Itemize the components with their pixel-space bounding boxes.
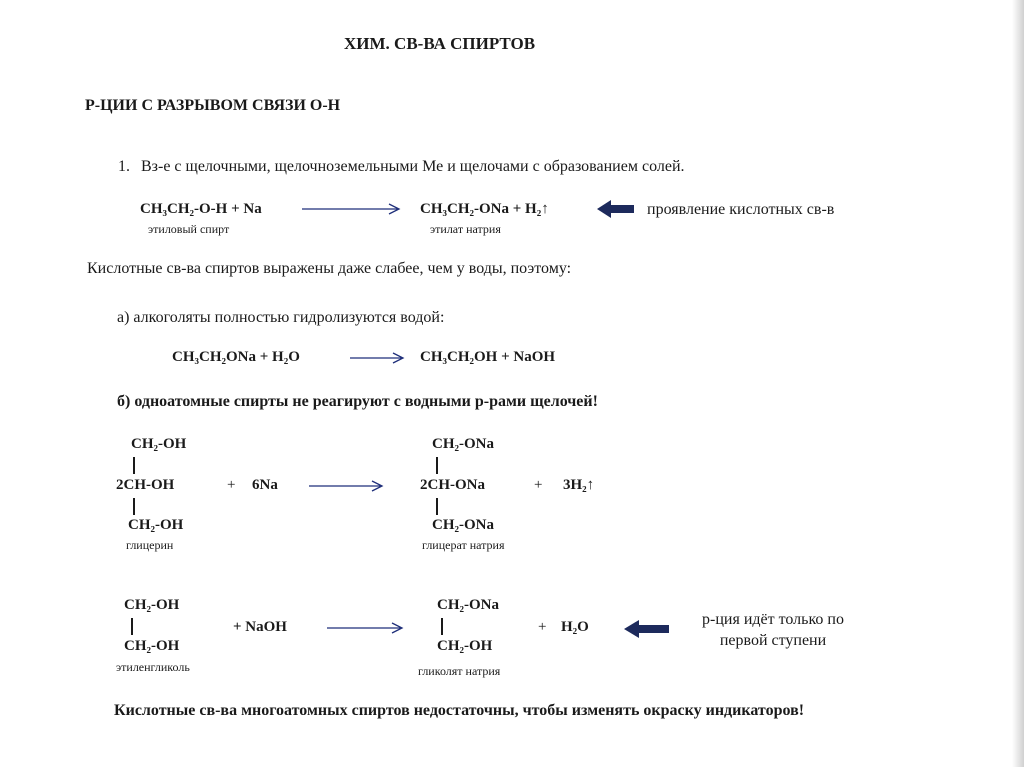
- item1-reaction-right: CH₃CH₂-ONa + H₂↑: [420, 201, 549, 217]
- glycerol-left-bot: CH₂-OH: [128, 517, 184, 533]
- glycerol-left-bond-1: [133, 457, 135, 474]
- glycerol-plus-1: +: [227, 477, 236, 493]
- item1-label-right: этилат натрия: [430, 222, 501, 236]
- glycerol-reagent: 6Na: [252, 477, 278, 493]
- glycol-left-top: CH₂-OH: [124, 597, 180, 613]
- section-heading: Р-ЦИИ С РАЗРЫВОМ СВЯЗИ О-Н: [85, 97, 341, 114]
- glycol-plus: +: [538, 619, 547, 635]
- glycol-right-bond: [441, 618, 443, 635]
- thick-arrow-left-2: [624, 619, 670, 639]
- glycerol-left-bond-2: [133, 498, 135, 515]
- glycerol-right-bot: CH₂-ONa: [432, 517, 494, 533]
- glycerol-right-top: CH₂-ONa: [432, 436, 494, 452]
- glycol-left-bot: CH₂-OH: [124, 638, 180, 654]
- glycol-right-bot: CH₂-OH: [437, 638, 493, 654]
- acid-statement: Кислотные св-ва спиртов выражены даже слабее, чем у воды, поэтому:: [87, 260, 572, 277]
- glycerol-left-top: CH₂-OH: [131, 436, 187, 452]
- reaction-arrow-3: [309, 480, 385, 492]
- glycerol-left-label: глицерин: [126, 538, 174, 552]
- glycol-note: [682, 609, 864, 651]
- glycerol-right-bond-2: [436, 498, 438, 515]
- glycol-left-label: этиленгликоль: [116, 660, 190, 674]
- glycol-product-2: H₂O: [561, 619, 589, 635]
- point-a-text: а) алкоголяты полностью гидролизуются водой:: [117, 309, 445, 326]
- item1-number: 1.: [118, 158, 130, 175]
- glycerol-right-bond-1: [436, 457, 438, 474]
- glycol-right-top: CH₂-ONa: [437, 597, 499, 613]
- item1-note: проявление кислотных св-в: [647, 201, 835, 218]
- item1-text: Вз-е с щелочными, щелочноземельными Ме и щелочами с образованием солей.: [141, 158, 685, 175]
- item1-label-left: этиловый спирт: [148, 222, 230, 236]
- reaction-arrow-2: [350, 352, 406, 364]
- thick-arrow-left-1: [597, 199, 635, 219]
- item1-reaction-left: CH₃CH₂-O-H + Na: [140, 201, 262, 217]
- point-a-reaction-left: CH₃CH₂ONa + H₂O: [172, 349, 300, 365]
- glycol-left-bond: [131, 618, 133, 635]
- reaction-arrow-4: [327, 622, 405, 634]
- reaction-arrow-1: [302, 203, 402, 215]
- glycol-reagent: + NaOH: [233, 619, 287, 635]
- point-a-reaction-right: CH₃CH₂OH + NaOH: [420, 349, 556, 365]
- slide-title: ХИМ. СВ-ВА СПИРТОВ: [344, 34, 536, 53]
- glycerol-plus-2: +: [534, 477, 543, 493]
- glycerol-right-mid: 2CH-ONa: [420, 477, 485, 493]
- conclusion: Кислотные св-ва многоатомных спиртов недостаточны, чтобы изменять окраску индикаторов!: [114, 702, 805, 719]
- point-b-text: б) одноатомные спирты не реагируют с водными р-рами щелочей!: [117, 393, 598, 410]
- glycerol-left-mid: 2CH-OH: [116, 477, 175, 493]
- glycol-note-line-1: р-ция идёт только по: [702, 611, 844, 628]
- slide-frame-edge: [1012, 0, 1024, 767]
- glycerol-product-2: 3H₂↑: [563, 477, 595, 493]
- glycol-right-label: гликолят натрия: [418, 664, 501, 678]
- glycerol-right-label: глицерат натрия: [422, 538, 505, 552]
- glycol-note-line-2: первой ступени: [719, 632, 827, 649]
